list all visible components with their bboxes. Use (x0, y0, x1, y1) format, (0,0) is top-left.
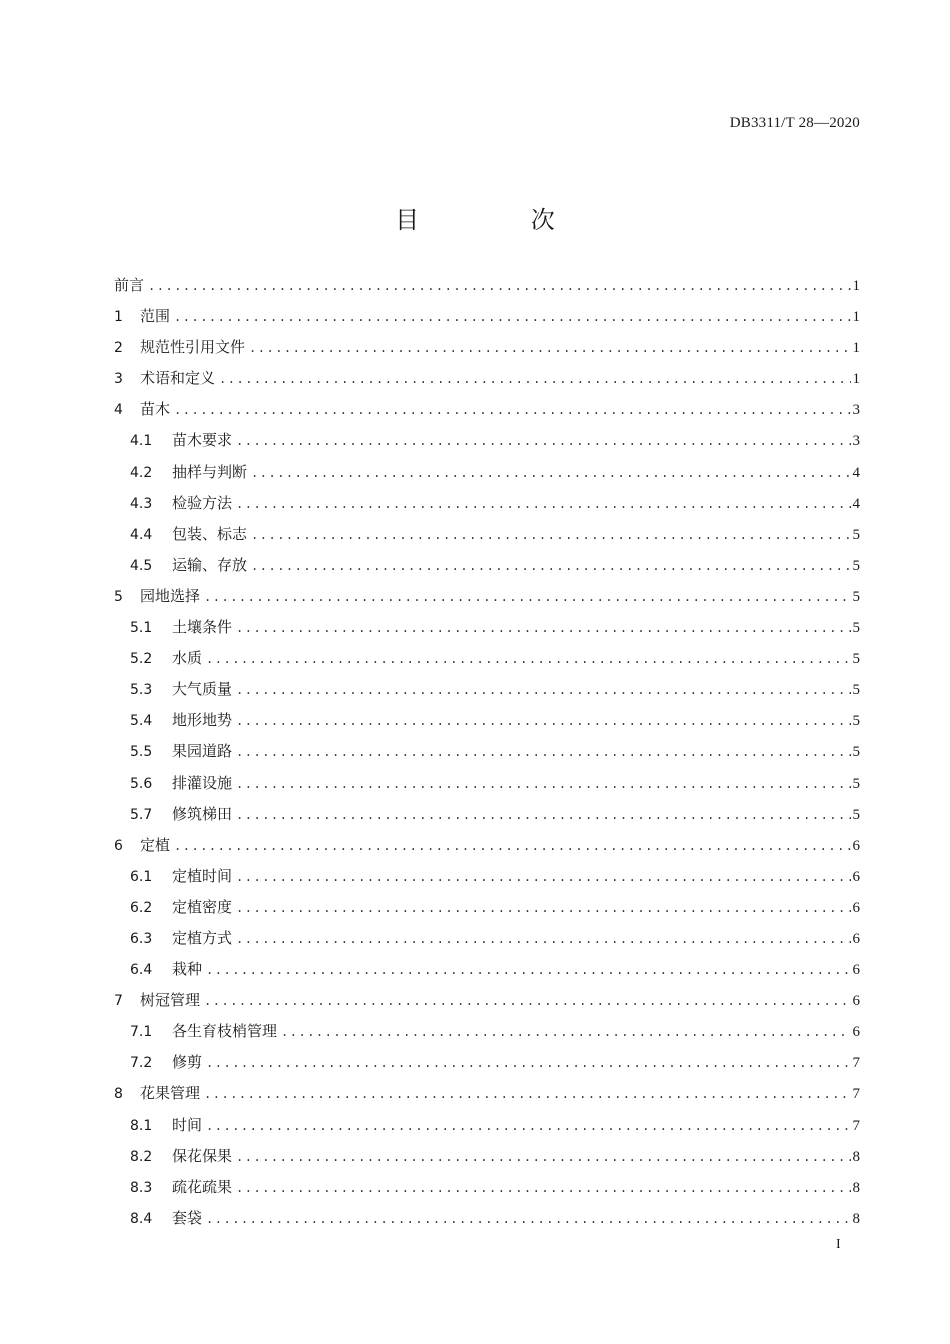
toc-entry-page: 5 (852, 744, 860, 761)
toc-entry[interactable] (114, 492, 860, 523)
toc-entry[interactable] (114, 709, 860, 740)
toc-entry-label: 土壤条件 (172, 618, 233, 637)
toc-entry-number: 8.2 (130, 1148, 153, 1165)
toc-entry-label: 前言 (114, 276, 145, 294)
toc-leader-dots (236, 901, 850, 915)
document-code: DB3311/T 28—2020 (729, 115, 860, 131)
toc-entry[interactable] (114, 554, 860, 585)
toc-entry[interactable] (114, 616, 860, 647)
toc-entry-label: 术语和定义 (140, 369, 216, 388)
toc-entry-number: 6 (114, 837, 123, 854)
toc-leader-dots (174, 403, 850, 417)
toc-leader-dots (251, 466, 850, 480)
toc-entry-label: 大气质量 (172, 680, 233, 699)
toc-entry-number: 8.1 (130, 1117, 153, 1134)
toc-entry-page: 1 (852, 278, 860, 294)
toc-leader-dots (206, 652, 850, 666)
toc-leader-dots (206, 1056, 850, 1070)
toc-entry[interactable] (114, 1051, 860, 1082)
toc-entry[interactable] (114, 865, 860, 896)
toc-entry-page: 1 (852, 340, 860, 357)
toc-leader-dots (236, 621, 850, 635)
toc-entry-page: 5 (852, 651, 860, 668)
toc-leader-dots (174, 839, 850, 853)
toc-entry-label: 保花保果 (172, 1146, 233, 1165)
toc-entry-page: 8 (852, 1179, 860, 1196)
toc-entry-page: 8 (852, 1148, 860, 1165)
toc-entry[interactable] (114, 772, 860, 803)
toc-entry-number: 7.1 (130, 1024, 153, 1041)
toc-entry-label: 运输、存放 (172, 555, 248, 574)
toc-entry-page: 5 (852, 806, 860, 823)
toc-entry-label: 园地选择 (140, 586, 201, 605)
toc-leader-dots (236, 683, 850, 697)
toc-leader-dots (236, 777, 850, 791)
toc-entry[interactable] (114, 1176, 860, 1207)
toc-leader-dots (236, 1150, 850, 1164)
toc-entry[interactable] (114, 398, 860, 429)
toc-entry-page: 6 (852, 962, 860, 979)
toc-leader-dots (204, 1087, 850, 1101)
toc-entry-page: 6 (852, 930, 860, 947)
toc-entry-number: 4.2 (130, 464, 153, 481)
toc-entry-number: 6.2 (130, 899, 153, 916)
toc-entry[interactable] (114, 927, 860, 958)
toc-entry-page: 6 (852, 993, 860, 1010)
toc-entry-number: 7.2 (130, 1055, 153, 1072)
toc-entry[interactable] (114, 585, 860, 616)
toc-entry-number: 6.4 (130, 962, 153, 979)
toc-entry-page: 7 (852, 1086, 860, 1103)
toc-entry-number: 4.5 (130, 557, 153, 574)
toc-entry-label: 定植时间 (172, 866, 233, 885)
toc-entry[interactable] (114, 1114, 860, 1145)
toc-entry-number: 4 (114, 402, 123, 419)
toc-entry-number: 4.3 (130, 495, 153, 512)
toc-leader-dots (206, 1212, 850, 1226)
toc-entry-page: 5 (852, 775, 860, 792)
toc-entry-number: 2 (114, 340, 123, 357)
toc-leader-dots (174, 310, 850, 324)
toc-entry-number: 5.4 (130, 713, 153, 730)
toc-leader-dots (236, 434, 850, 448)
toc-entry-page: 5 (852, 682, 860, 699)
toc-entry-label: 定植 (140, 835, 171, 854)
toc-entry[interactable] (114, 678, 860, 709)
toc-entry-label: 时间 (172, 1115, 203, 1134)
toc-entry-label: 修筑梯田 (172, 804, 233, 823)
toc-entry-page: 5 (852, 620, 860, 637)
toc-entry[interactable] (114, 1020, 860, 1051)
toc-entry[interactable] (114, 1082, 860, 1113)
toc-leader-dots (236, 1181, 850, 1195)
toc-entry-label: 定植方式 (172, 928, 233, 947)
toc-entry-label: 花果管理 (140, 1084, 201, 1103)
toc-entry-label: 检验方法 (172, 493, 233, 512)
toc-entry-label: 果园道路 (172, 742, 233, 761)
toc-entry-label: 包装、标志 (172, 524, 248, 543)
toc-entry-number: 5 (114, 588, 123, 605)
toc-entry-label: 各生育枝梢管理 (172, 1022, 278, 1041)
toc-entry-number: 8 (114, 1086, 123, 1103)
toc-entry-page: 7 (852, 1055, 860, 1072)
toc-entry-number: 8.4 (130, 1210, 153, 1227)
toc-leader-dots (236, 497, 850, 511)
toc-entry-label: 树冠管理 (140, 991, 201, 1010)
toc-entry-page: 5 (852, 557, 860, 574)
toc-entry-label: 苗木要求 (172, 431, 233, 450)
page-title: 目 次 (395, 206, 607, 234)
toc-entry[interactable] (114, 367, 860, 398)
toc-entry-number: 5.6 (130, 775, 153, 792)
toc-entry[interactable] (114, 1145, 860, 1176)
toc-entry-number: 5.5 (130, 744, 153, 761)
toc-entry-number: 3 (114, 371, 123, 388)
toc-entry-label: 栽种 (172, 960, 203, 979)
toc-entry-number: 1 (114, 309, 123, 326)
toc-leader-dots (251, 528, 850, 542)
toc-entry-page: 4 (852, 464, 860, 481)
toc-entry[interactable] (114, 958, 860, 989)
toc-entry-page: 6 (852, 837, 860, 854)
toc-entry-page: 1 (852, 309, 860, 326)
toc-entry[interactable] (114, 336, 860, 367)
toc-entry[interactable] (114, 1207, 860, 1238)
toc-entry[interactable] (114, 429, 860, 460)
toc-entry-page: 3 (852, 402, 860, 419)
toc-entry-page: 3 (852, 433, 860, 450)
toc-entry-label: 地形地势 (172, 711, 233, 730)
toc-entry[interactable] (114, 803, 860, 834)
toc-entry-page: 5 (852, 588, 860, 605)
toc-leader-dots (206, 1119, 850, 1133)
toc-entry-number: 5.7 (130, 806, 153, 823)
toc-leader-dots (236, 714, 850, 728)
toc-leader-dots (204, 994, 850, 1008)
toc-entry[interactable] (114, 740, 860, 771)
toc-entry-label: 范围 (140, 307, 171, 326)
toc-entry-label: 排灌设施 (172, 773, 233, 792)
toc-entry-page: 8 (852, 1210, 860, 1227)
toc-entry-page: 5 (852, 713, 860, 730)
toc-entry-label: 修剪 (172, 1053, 203, 1072)
toc-entry[interactable] (114, 305, 860, 336)
toc-entry-page: 5 (852, 526, 860, 543)
toc-entry-label: 套袋 (172, 1208, 203, 1227)
toc-entry-label: 抽样与判断 (172, 462, 248, 481)
toc-entry-label: 定植密度 (172, 897, 233, 916)
toc-leader-dots (219, 372, 850, 386)
toc-leader-dots (206, 963, 850, 977)
toc-entry[interactable] (114, 274, 860, 305)
toc-leader-dots (236, 870, 850, 884)
toc-entry-number: 7 (114, 993, 123, 1010)
toc-entry-number: 5.3 (130, 682, 153, 699)
toc-entry-page: 7 (852, 1117, 860, 1134)
toc-entry-label: 水质 (172, 649, 203, 668)
toc-entry-number: 8.3 (130, 1179, 153, 1196)
toc-entry-page: 6 (852, 868, 860, 885)
toc-entry-label: 苗木 (140, 400, 171, 419)
toc-entry-page: 6 (852, 899, 860, 916)
toc-entry-label: 规范性引用文件 (140, 338, 246, 357)
toc-entry[interactable] (114, 896, 860, 927)
toc-entry[interactable] (114, 834, 860, 865)
page-number: I (836, 1237, 841, 1252)
toc-entry[interactable] (114, 647, 860, 678)
toc-entry-number: 4.4 (130, 526, 153, 543)
toc-leader-dots (204, 590, 850, 604)
toc-entry-number: 4.1 (130, 433, 153, 450)
toc-leader-dots (249, 341, 850, 355)
toc-leader-dots (236, 932, 850, 946)
toc-entry[interactable] (114, 989, 860, 1020)
toc-entry-number: 5.2 (130, 651, 153, 668)
toc-entry[interactable] (114, 461, 860, 492)
toc-leader-dots (251, 559, 850, 573)
toc-leader-dots (281, 1025, 850, 1039)
toc-entry-page: 6 (852, 1024, 860, 1041)
toc-entry-page: 1 (852, 371, 860, 388)
toc-entry[interactable] (114, 523, 860, 554)
toc-leader-dots (236, 745, 850, 759)
toc-leader-dots (148, 279, 850, 293)
toc-entry-number: 6.1 (130, 868, 153, 885)
toc-entry-label: 疏花疏果 (172, 1177, 233, 1196)
toc-leader-dots (236, 808, 850, 822)
table-of-contents (114, 274, 860, 1238)
toc-entry-number: 5.1 (130, 620, 153, 637)
toc-entry-number: 6.3 (130, 930, 153, 947)
toc-entry-page: 4 (852, 495, 860, 512)
